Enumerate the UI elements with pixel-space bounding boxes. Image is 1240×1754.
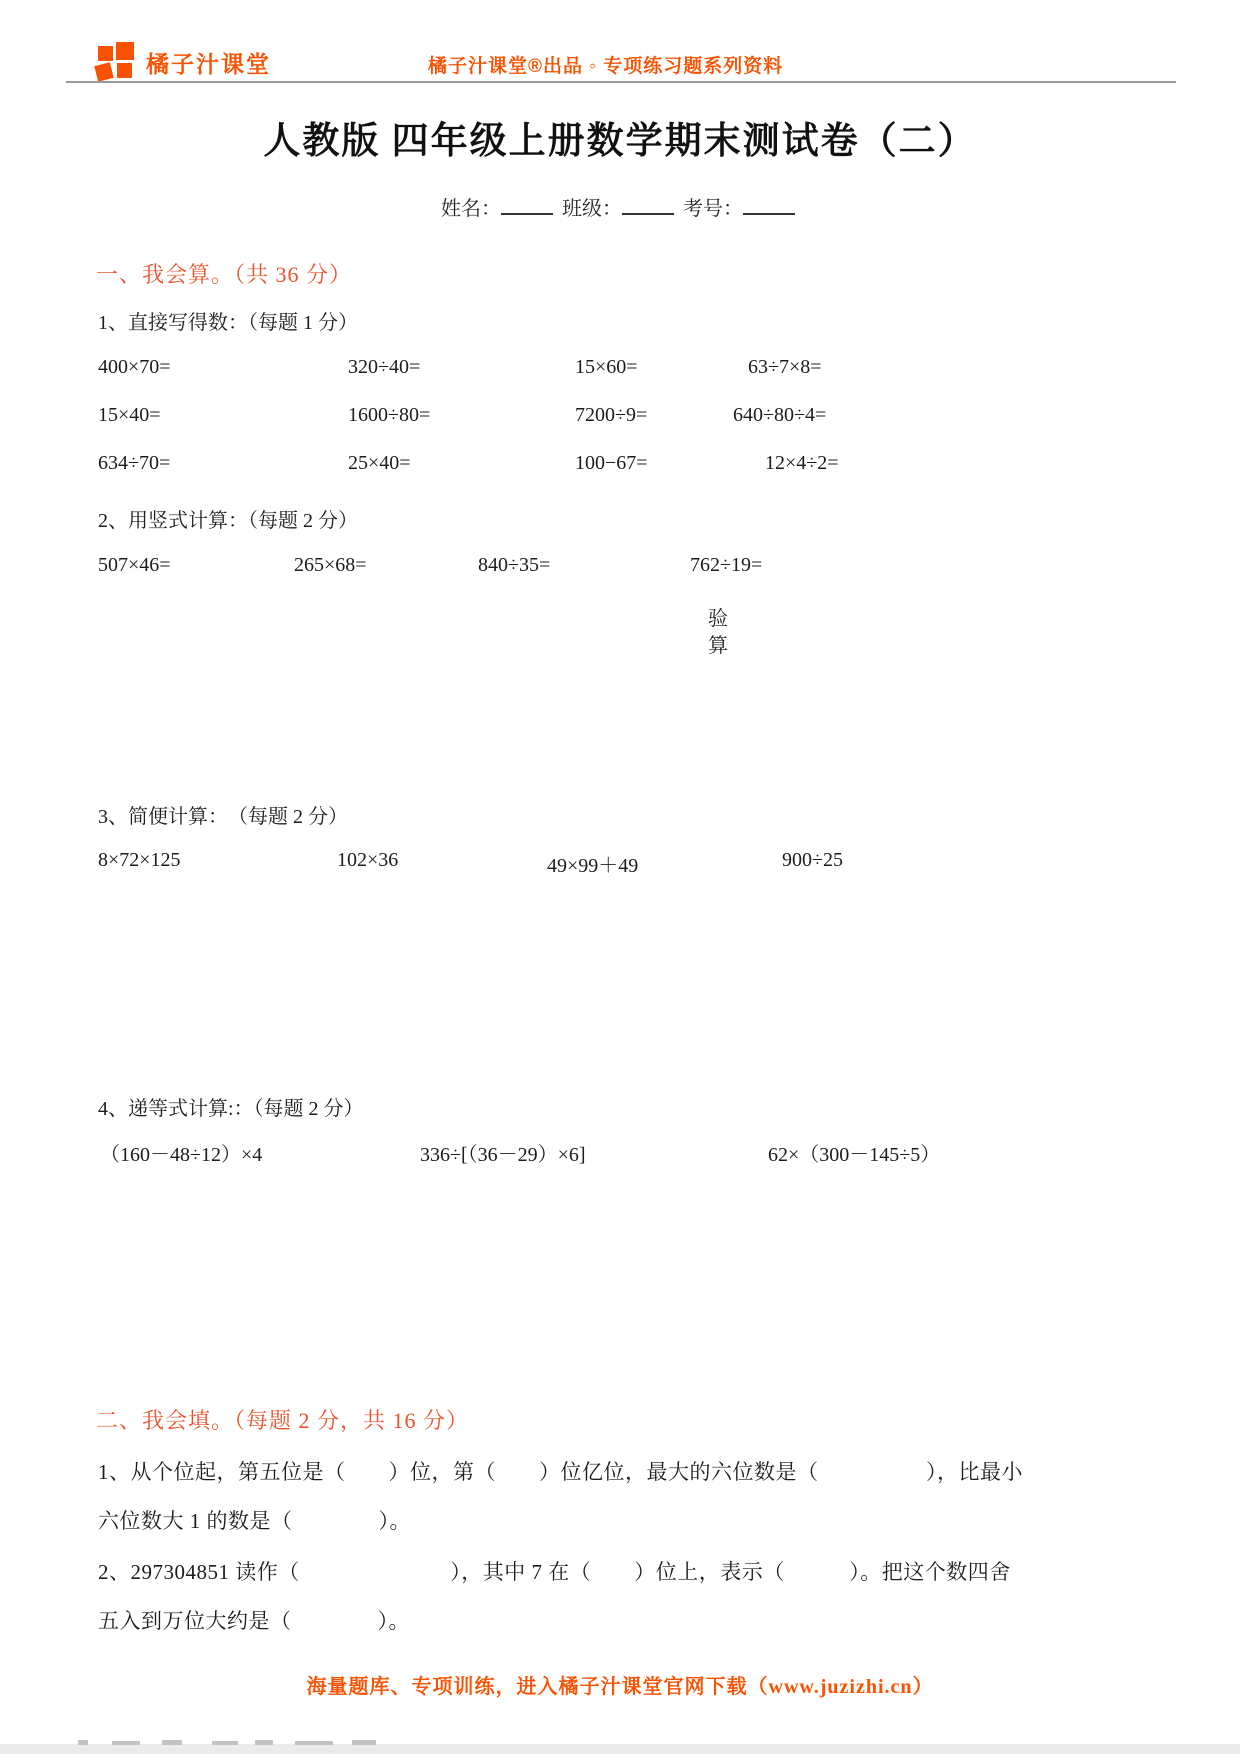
next-page-text-fragment [162,1740,182,1745]
class-blank [622,195,674,215]
q3-heading: 3、简便计算： （每题 2 分） [98,806,348,828]
quick-calc-item: 320÷40= [348,356,421,378]
next-page-text-fragment [212,1741,238,1745]
logo-square-icon [98,46,113,61]
fill-question-line: 2、297304851 读作（ ），其中 7 在（ ）位上，表示（ ）。把这个数四舍 [98,1560,1011,1584]
vertical-calc-item: 762÷19= [690,554,763,576]
student-info-line [0,192,1240,221]
vertical-calc-item: 840÷35= [478,554,551,576]
next-page-text-fragment [352,1740,376,1745]
quick-calc-item: 7200÷9= [575,404,648,426]
vertical-calc-item: 507×46= [98,554,171,576]
stepwise-calc-item: 62×（300－145÷5） [768,1144,941,1166]
quick-calc-item: 1600÷80= [348,404,431,426]
stepwise-calc-item: （160－48÷12）×4 [100,1144,263,1166]
brand-logo-icon [96,40,142,86]
vertical-calc-item: 265×68= [294,554,367,576]
quick-calc-item: 400×70= [98,356,171,378]
q1-heading: 1、直接写得数：（每题 1 分） [98,312,358,334]
exam-number-blank [743,195,795,215]
quick-calc-item: 63÷7×8= [748,356,822,378]
next-page-text-fragment [295,1741,333,1745]
exam-number-label: 考号： [683,198,743,220]
quick-calc-item: 100−67= [575,452,648,474]
quick-calc-item: 15×60= [575,356,638,378]
logo-square-icon [94,62,113,81]
fill-question-line: 六位数大 1 的数是（ ）。 [98,1509,411,1533]
quick-calc-item: 25×40= [348,452,411,474]
section-two-heading: 二、我会填。（每题 2 分，共 16 分） [96,1408,470,1433]
stepwise-calc-item: 336÷[（36－29）×6] [420,1144,586,1166]
header-divider [66,81,1176,83]
logo-square-icon [117,63,132,78]
q4-heading: 4、递等式计算:：（每题 2 分） [98,1098,364,1120]
logo-square-icon [116,42,134,60]
class-label: 班级： [562,198,622,220]
header-tagline: 橘子汁课堂®出品 ◦ 专项练习题系列资料 [428,56,784,77]
quick-calc-item: 12×4÷2= [765,452,839,474]
check-calculation-label: 验算 [708,608,728,657]
q2-heading: 2、用竖式计算：（每题 2 分） [98,510,358,532]
simplify-calc-item: 900÷25 [782,849,843,871]
next-page-text-fragment [78,1740,88,1745]
next-page-text-fragment [112,1741,140,1745]
page-title: 人教版 四年级上册数学期末测试卷（二） [263,121,977,162]
simplify-calc-item: 49×99＋49 [547,855,639,877]
quick-calc-item: 634÷70= [98,452,171,474]
next-page-text-fragment [255,1740,273,1745]
footer-site-note: 海量题库、专项训练，进入橘子汁课堂官网下载（www.juzizhi.cn） [306,1676,934,1698]
quick-calc-item: 640÷80÷4= [733,404,827,426]
name-label: 姓名： [441,198,501,220]
simplify-calc-item: 102×36 [337,849,399,871]
next-page-edge [0,1744,1240,1754]
name-blank [501,195,553,215]
section-one-heading: 一、我会算。（共 36 分） [96,262,353,287]
fill-question-line: 1、从个位起，第五位是（ ）位，第（ ）位亿位，最大的六位数是（ ），比最小 [98,1460,1023,1484]
simplify-calc-item: 8×72×125 [98,849,181,871]
quick-calc-item: 15×40= [98,404,161,426]
brand-logo-text: 橘子汁课堂 [146,51,271,77]
fill-question-line: 五入到万位大约是（ ）。 [98,1609,410,1633]
